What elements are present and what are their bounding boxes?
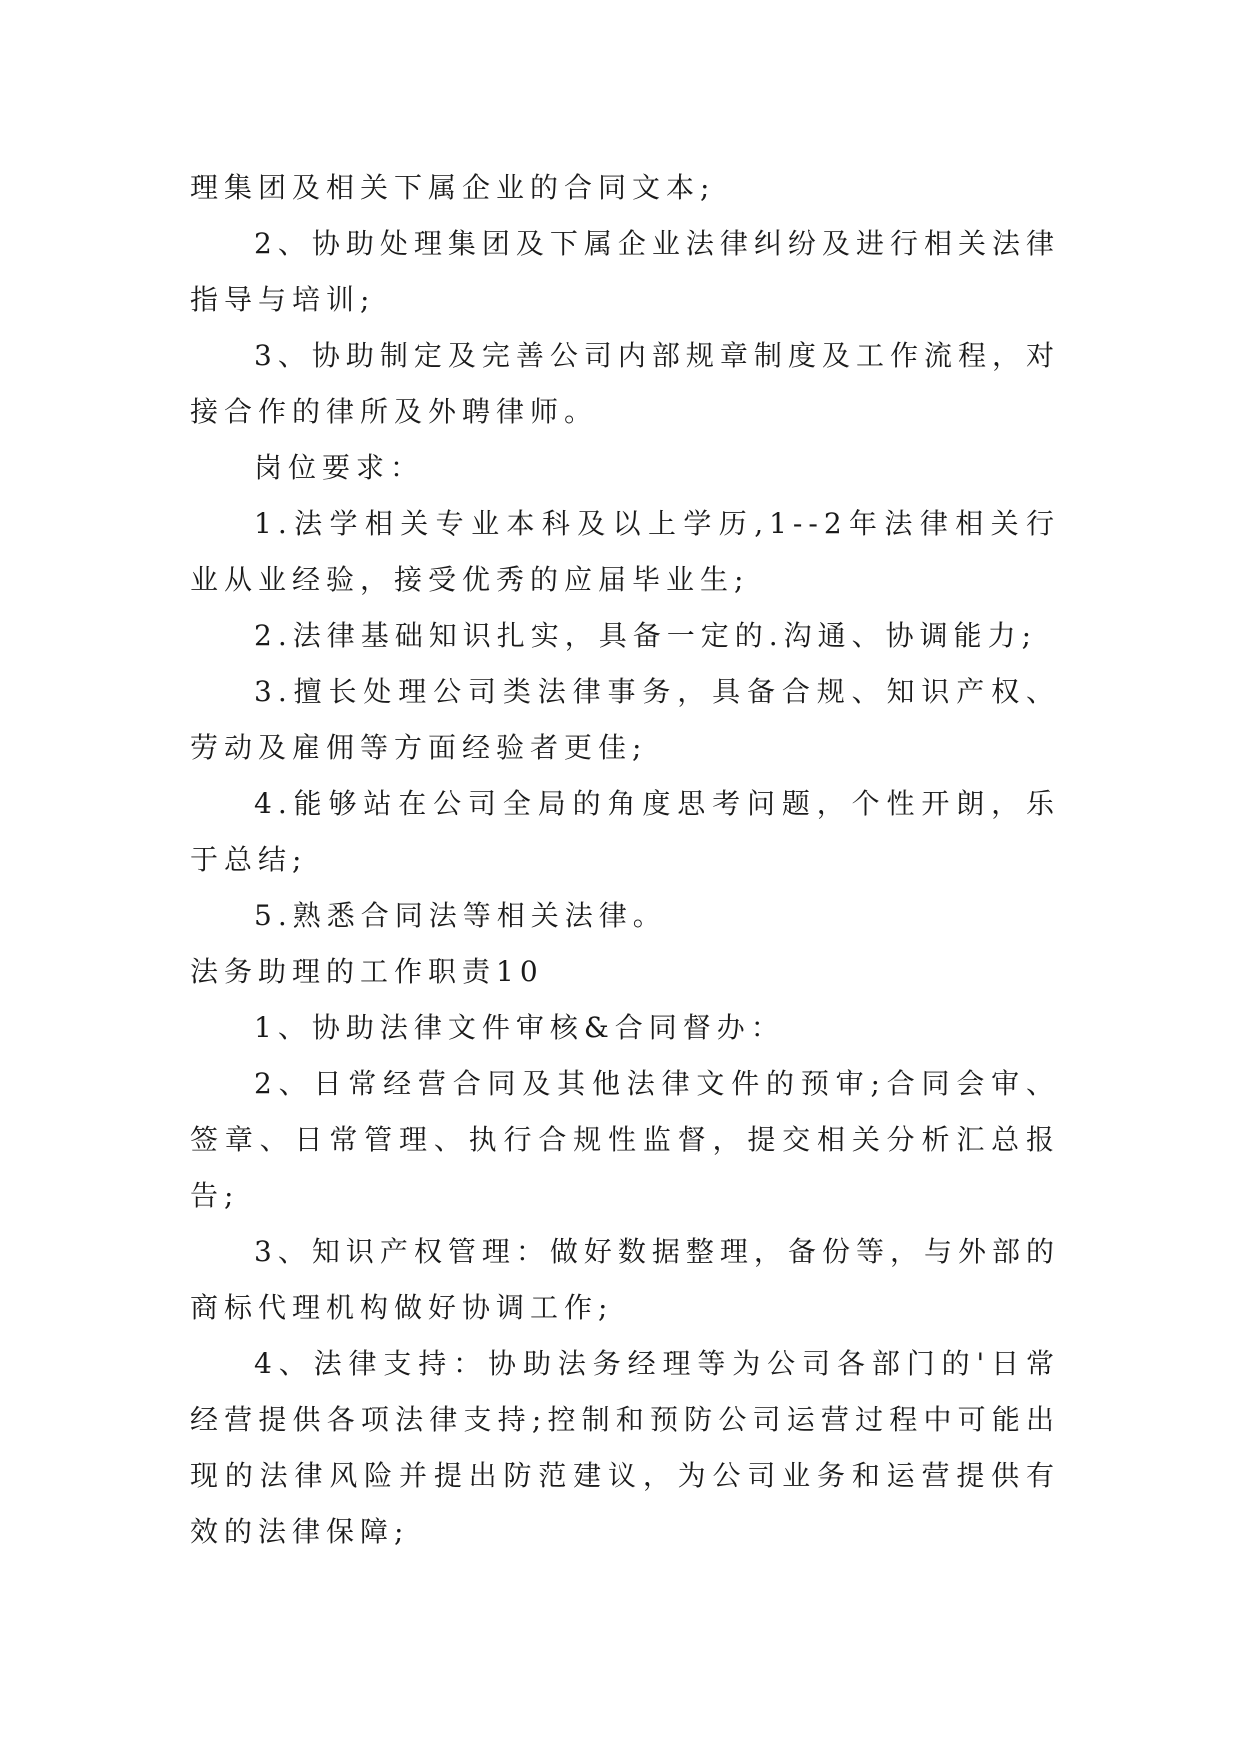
list-item: 2.法律基础知识扎实，具备一定的.沟通、协调能力;	[254, 619, 1038, 652]
list-item: 2、日常经营合同及其他法律文件的预审;合同会审、签章、日常管理、执行合规性监督，提交相关分析汇总报告;	[190, 1067, 1060, 1212]
list-item: 1.法学相关专业本科及以上学历,1--2年法律相关行业从业经验，接受优秀的应届毕业生;	[190, 507, 1060, 596]
list-item: 4.能够站在公司全局的角度思考问题，个性开朗，乐于总结;	[190, 787, 1060, 876]
paragraph: 理集团及相关下属企业的合同文本;	[190, 171, 716, 204]
paragraph: 3、协助制定及完善公司内部规章制度及工作流程，对接合作的律所及外聘律师。	[190, 339, 1060, 428]
list-item: 4、法律支持：协助法务经理等为公司各部门的'日常经营提供各项法律支持;控制和预防公司运营过程中可能出现的法律风险并提出防范建议，为公司业务和运营提供有效的法律保障;	[190, 1347, 1060, 1548]
list-item: 3、知识产权管理：做好数据整理，备份等，与外部的商标代理机构做好协调工作;	[190, 1235, 1060, 1324]
list-item: 1、协助法律文件审核&合同督办：	[254, 1011, 785, 1044]
section-heading: 岗位要求：	[254, 451, 425, 484]
list-item: 5.熟悉合同法等相关法律。	[254, 899, 667, 932]
paragraph: 2、协助处理集团及下属企业法律纠纷及进行相关法律指导与培训;	[190, 227, 1060, 316]
list-item: 3.擅长处理公司类法律事务，具备合规、知识产权、劳动及雇佣等方面经验者更佳;	[190, 675, 1060, 764]
section-title: 法务助理的工作职责10	[190, 955, 544, 988]
document-body	[190, 160, 1060, 1560]
